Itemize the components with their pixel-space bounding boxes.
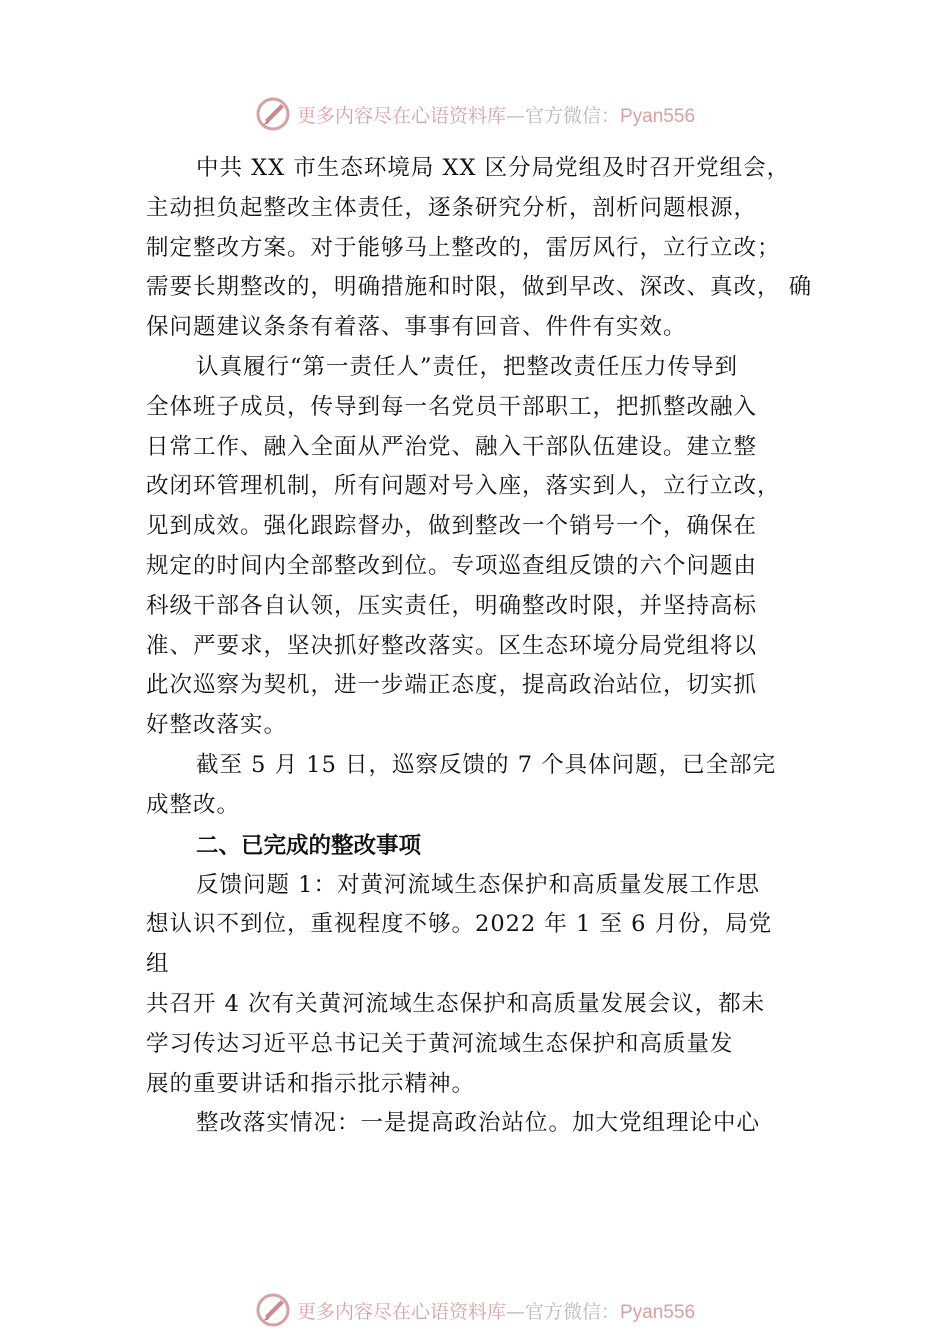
text-line: 组 — [146, 951, 170, 978]
text-line: 学习传达习近平总书记关于黄河流域生态保护和高质量发 — [146, 1030, 734, 1057]
text-line: 规定的时间内全部整改到位。专项巡查组反馈的六个问题由 — [146, 552, 758, 579]
text-line: 想认识不到位，重视程度不够。2022 年 1 至 6 月份，局党 — [146, 911, 773, 938]
brand-logo-icon — [255, 1292, 291, 1328]
paragraph-4 — [146, 866, 806, 1105]
text-line: 截至 5 月 15 日，巡察反馈的 7 个具体问题，已全部完 — [196, 751, 777, 778]
text-line: 主动担负起整改主体责任，逐条研究分析，剖析问题根源， — [146, 194, 758, 221]
section-heading: 二、已完成的整改事项 — [196, 832, 422, 859]
text-line: 反馈问题 1：对黄河流域生态保护和高质量发展工作思 — [196, 871, 760, 898]
text-line: 展的重要讲话和指示批示精神。 — [146, 1070, 476, 1097]
watermark-text: 更多内容尽在心语资料库—官方微信：Pyan556 — [296, 104, 696, 127]
watermark-text: 更多内容尽在心语资料库—官方微信：Pyan556 — [296, 1300, 696, 1323]
paragraph-1 — [146, 149, 813, 348]
text-line: 准、严要求，坚决抓好整改落实。区生态环境分局党组将以 — [146, 632, 758, 659]
brand-logo-icon — [255, 96, 291, 132]
text-line: 改闭环管理机制，所有问题对号入座，落实到人，立行立改， — [146, 473, 781, 500]
text-line: 好整改落实。 — [146, 712, 288, 739]
document-body — [146, 149, 813, 1144]
text-line: 中共 XX 市生态环境局 XX 区分局党组及时召开党组会， — [196, 155, 791, 181]
text-line: 此次巡察为契机，进一步端正态度，提高政治站位，切实抓 — [146, 672, 758, 699]
text-line: 全体班子成员，传导到每一名党员干部职工，把抓整改融入 — [146, 393, 758, 420]
paragraph-5 — [146, 1104, 806, 1144]
text-line: 日常工作、融入全面从严治党、融入干部队伍建设。建立整 — [146, 433, 758, 460]
watermark-banner-top — [0, 94, 950, 134]
text-line: 制定整改方案。对于能够马上整改的，雷厉风行，立行立改； — [146, 234, 781, 261]
paragraph-2 — [146, 348, 806, 746]
text-line: 成整改。 — [146, 791, 241, 818]
text-line: 整改落实情况：一是提高政治站位。加大党组理论中心 — [196, 1110, 761, 1137]
watermark-banner-bottom — [0, 1290, 950, 1330]
text-line: 认真履行“第一责任人”责任，把整改责任压力传导到 — [196, 353, 739, 380]
text-line: 见到成效。强化跟踪督办，做到整改一个销号一个，确保在 — [146, 513, 758, 540]
text-line: 科级干部各自认领，压实责任，明确整改时限，并坚持高标 — [146, 592, 758, 619]
text-line: 保问题建议条条有着落、事事有回音、件件有实效。 — [146, 314, 687, 341]
paragraph-3 — [146, 746, 806, 826]
text-line: 需要长期整改的，明确措施和时限，做到早改、深改、真改， 确 — [146, 274, 813, 301]
text-line: 共召开 4 次有关黄河流域生态保护和高质量发展会议，都未 — [146, 990, 766, 1017]
